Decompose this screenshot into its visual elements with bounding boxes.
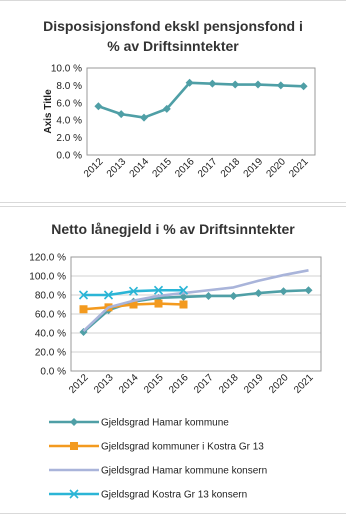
x-tick-label: 2012 (82, 156, 106, 180)
chart-panel-disposisjonsfond (0, 0, 346, 203)
data-point-0-0 (140, 114, 148, 122)
x-tick-label: 2014 (127, 156, 152, 180)
chart-title-line-1: Disposisjonsfond ekskl pensjonsfond i (43, 18, 303, 34)
x-tick-label: 2016 (173, 156, 197, 180)
legend-label: Gjeldsgrad Hamar kommune (101, 417, 229, 429)
data-point-0-0 (277, 81, 285, 89)
x-tick-label: 2020 (264, 156, 288, 180)
y-tick-label: 6.0 % (56, 98, 82, 110)
x-tick-label: 2021 (292, 372, 316, 396)
data-point-1-1 (80, 305, 88, 313)
legend-swatch-marker (70, 442, 78, 450)
x-tick-label: 2020 (267, 372, 291, 396)
data-point-1-0 (280, 287, 288, 295)
y-tick-label: 20.0 % (34, 347, 66, 359)
y-tick-label: 40.0 % (34, 328, 66, 340)
x-tick-label: 2017 (196, 156, 220, 180)
chart-title-line-2: % av Driftsinntekter (107, 38, 239, 54)
x-tick-label: 2019 (241, 156, 266, 180)
legend-label: Gjeldsgrad Kostra Gr 13 konsern (101, 489, 248, 501)
y-tick-label: 8.0 % (56, 80, 82, 92)
data-point-0-0 (254, 81, 262, 89)
data-point-1-0 (255, 289, 263, 297)
x-tick-label: 2013 (92, 372, 116, 396)
chart-panel-netto-lanegjeld (0, 206, 346, 514)
data-point-0-0 (117, 110, 125, 118)
y-tick-label: 2.0 % (56, 133, 82, 145)
legend-swatch-marker (70, 418, 78, 426)
series-line-1-0 (84, 290, 309, 332)
y-tick-label: 10.0 % (50, 63, 82, 75)
y-tick-label: 0.0 % (40, 366, 66, 378)
x-tick-label: 2018 (217, 372, 241, 396)
x-tick-label: 2015 (150, 156, 174, 180)
y-tick-label: 100.0 % (29, 271, 66, 283)
y-tick-label: 120.0 % (29, 252, 66, 264)
data-point-1-1 (155, 300, 163, 308)
x-tick-label: 2014 (117, 372, 141, 396)
chart-netto-lanegjeld (0, 207, 346, 513)
y-tick-label: 4.0 % (56, 115, 82, 127)
y-tick-label: 80.0 % (34, 290, 66, 302)
data-point-1-1 (180, 301, 188, 309)
series-line-0-0 (98, 83, 303, 118)
x-tick-label: 2016 (167, 372, 191, 396)
chart-title: Netto lånegjeld i % av Driftsinntekter (51, 221, 295, 237)
x-tick-label: 2021 (287, 156, 311, 180)
chart-disposisjonsfond (0, 1, 346, 202)
data-point-1-0 (205, 292, 213, 300)
x-tick-label: 2015 (142, 372, 166, 396)
series-line-1-2 (84, 270, 309, 331)
data-point-1-0 (230, 292, 238, 300)
y-tick-label: 0.0 % (56, 150, 82, 162)
x-tick-label: 2013 (104, 156, 129, 180)
x-tick-label: 2019 (242, 372, 266, 396)
x-tick-label: 2018 (218, 156, 243, 180)
y-axis-title: Axis Title (43, 89, 54, 134)
data-point-0-0 (94, 102, 102, 110)
data-point-0-0 (208, 80, 216, 88)
legend-label: Gjeldsgrad Hamar kommune konsern (101, 465, 268, 477)
data-point-1-0 (305, 286, 313, 294)
y-tick-label: 60.0 % (34, 309, 66, 321)
data-point-0-0 (300, 82, 308, 90)
legend-label: Gjeldsgrad kommuner i Kostra Gr 13 (101, 441, 264, 453)
data-point-0-0 (231, 81, 239, 89)
x-tick-label: 2017 (192, 372, 216, 396)
x-tick-label: 2012 (67, 372, 91, 396)
